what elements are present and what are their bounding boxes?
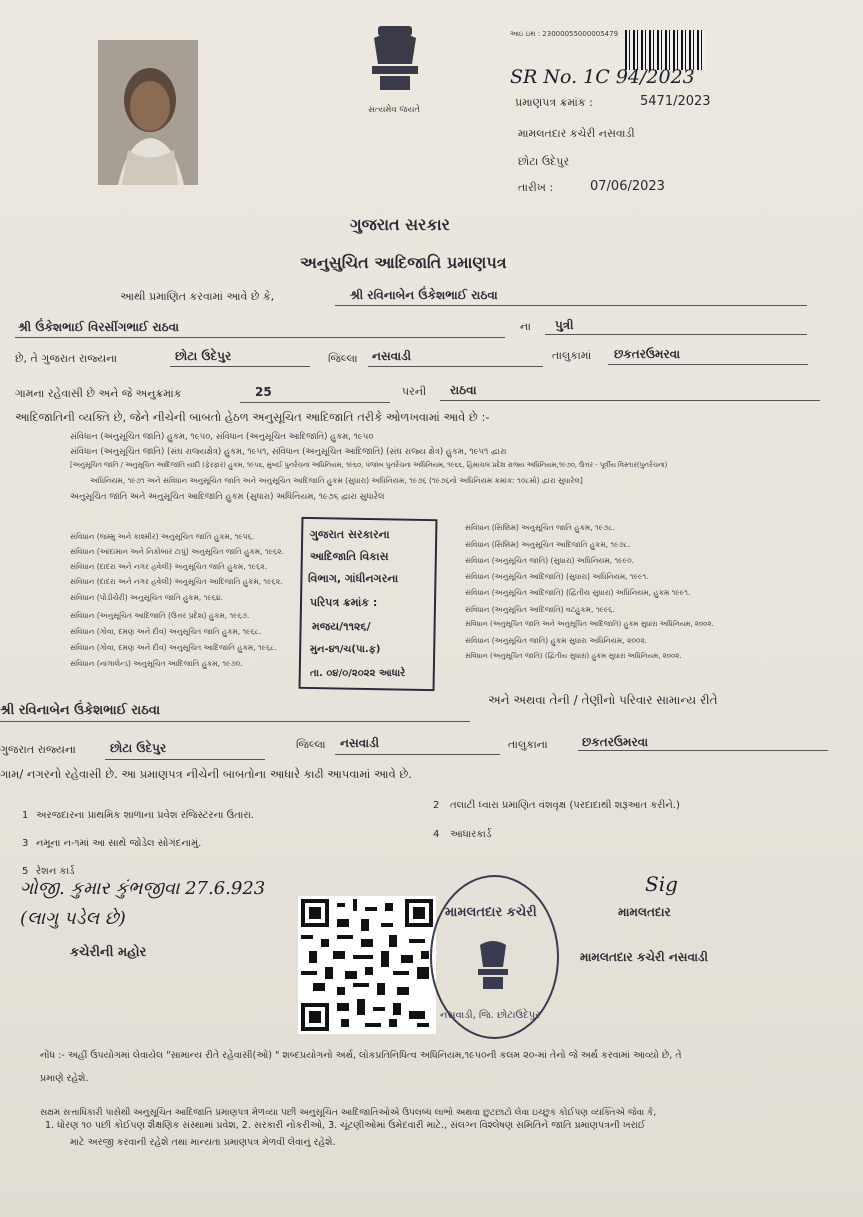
official-title: મામલતદાર: [618, 905, 671, 919]
doc-4-text: આધારકાર્ડ: [450, 829, 492, 840]
order-left-3: સંવિધાન (દાદરા અને નગર હવેલી) અનુસૂચિત જાતિ હુકમ, ૧૯૬૨.: [70, 562, 268, 571]
seal-emblem: [468, 935, 518, 995]
handwritten-note-1: ગોજી. કુમાર કુંભજીવા 27.6.923: [20, 878, 266, 899]
doc-2-no: 2: [433, 800, 440, 811]
order-left-6: સંવિધાન (અનુસૂચિત આદિજાતિ (ઉત્તર પ્રદેશ) હુકમ, ૧૯૬૭.: [70, 611, 250, 620]
footer-note-2: પ્રમાણે રહેશે.: [40, 1073, 89, 1084]
taluka-label: તાલુકામાં: [552, 349, 592, 362]
office-name: મામલતદાર કચેરી નસવાડી: [580, 950, 708, 964]
emblem-motto: સત્યમેવ જયતે: [368, 105, 421, 115]
order-right-7: સંવિધાન (અનુસૂચિત જાતિ અને અનુસૂચિત આદિજાતિ) હુકમ સુધારા અધિનિયમ, ૨૦૦૨.: [465, 620, 714, 628]
village-value: છકતરઉમરવા: [614, 347, 681, 361]
order-top-2: સંવિધાન (અનુસૂચિત જાતિ) (સંઘ રાજ્યક્ષેત્ર) હુકમ, ૧૯૫૧, સંવિધાન (અનુસૂચિત આદિજાતિ) (સંઘ રાજ્ય ક્ષેત્ર) હુકમ, ૧૯૫૧ દ્વારા: [70, 447, 507, 457]
order-left-8: સંવિધાન (ગોવા, દમણ અને દીવ) અનુસૂચિત આદિજાતિ હુકમ, ૧૯૬૮.: [70, 643, 277, 652]
family-taluka: નસવાડી: [340, 736, 380, 750]
doc-3-no: 3: [22, 838, 29, 849]
father-name: શ્રી ઉંકેશભાઈ વિરસીંગભાઈ રાઠવા: [18, 320, 179, 334]
taluka-value: નસવાડી: [372, 349, 412, 363]
district-value: છોટા ઉદેપુર: [175, 349, 232, 363]
state-emblem: [360, 20, 430, 100]
certificate-no: 5471/2023: [640, 94, 711, 109]
order-left-5: સંવિધાન (પોંડીચેરી) અનુસૂચિત જાતિ હુકમ, ૧૯૬૪.: [70, 593, 224, 602]
applicant-photo: [98, 40, 198, 185]
doc-1-no: 1: [22, 810, 29, 821]
stamp-line-2: આદિજાતિ વિકાસ: [310, 550, 389, 563]
resident-label: ગામના રહેવાસી છે અને જે અનુક્રમાંક: [15, 387, 182, 400]
doc-5-no: 5: [22, 866, 29, 877]
order-top-4: અધિનિયમ, ૧૯૭૧ અને સંવિધાન અનુસૂચિત જાતિ અને અનુસૂચિત આદિજાતિ હુકમ (સુધારા) અધિનિયમ, ૧૯૭૬ (૧૯૭૬નો અધિનિયમ ક્રમાંક: ૧૦૮મો) દ્વારા સુધારેલ]: [90, 476, 583, 485]
order-right-5: સંવિધાન (અનુસૂચિત આદિજાતિ) (દ્વિતીય સુધારા) અધિનિયમ, હુકમ ૧૯૯૧.: [465, 588, 691, 597]
stamp-line-5: મજય/૧૧૨૬/: [312, 620, 371, 633]
stamp-line-3: વિભાગ, ગાંધીનગરના: [308, 572, 399, 585]
government-name: ગુજરાત સરકાર: [350, 215, 450, 234]
serial-no: 25: [255, 385, 272, 399]
order-top-5: અનુસૂચિત જાતિ અને અનુસૂચિત આદિજાતિ હુકમ (સુધારા) અધિનિયમ, ૧૯૭૬ દ્વારા સુધારેલ: [70, 492, 385, 502]
issuing-district: છોટા ઉદેપુર: [518, 155, 570, 168]
handwritten-sr-no: SR No. 1C 94/2023: [510, 66, 695, 88]
family-district: છોટા ઉદેપુર: [110, 741, 167, 755]
date-label: તારીખ :: [518, 181, 554, 194]
certify-line: આથી પ્રમાણિત કરવામાં આવે છે કે,: [120, 290, 275, 303]
family-text: અને અથવા તેની / તેણીનો પરિવાર સામાન્ય રીતે: [488, 693, 718, 707]
order-right-9: સંવિધાન (અનુસૂચિત જાતિ) (દ્વિતીય સુધારા) હુકમ સુધારા અધિનિયમ, ૨૦૦૨.: [465, 652, 682, 660]
of-label: પરની: [402, 385, 427, 398]
doc-4-no: 4: [433, 829, 440, 840]
recognised-line: આદિજાતિની વ્યક્તિ છે, જેને નીચેની બાબતો હેઠળ અનુસૂચિત આદિજાતિ તરીકે ઓળખવામાં આવે છે :-: [15, 410, 490, 424]
family-holder-name: શ્રી રવિનાબેન ઉંકેશભાઈ રાઠવા: [0, 703, 161, 718]
family-district-label: જિલ્લા: [296, 738, 326, 751]
order-left-9: સંવિધાન (નાગાલેન્ડ) અનુસૂચિત આદિજાતિ હુકમ, ૧૯૭૦.: [70, 659, 243, 668]
footer-para-1: સક્ષમ સત્તાધિકારી પાસેથી અનુસૂચિત આદિજાતિ પ્રમાણપત્ર મેળવ્યા પછી અનુસૂચિત આદિજાતિઓએ ઉપલબ્ધ લાભો અથવા છુટછાટો લેવા ઇચ્છુક કોઈપણ વ્યક્તિએ જેવા કે,: [40, 1108, 657, 1118]
certificate-no-label: પ્રમાણપત્ર ક્રમાંક :: [515, 96, 593, 109]
family-village: છકતરઉમરવા: [582, 735, 649, 749]
stamp-line-6: મુન-૪૧/ચ(પા.ફ): [310, 644, 381, 655]
footer-para-3: માટે અરજી કરવાની રહેશે તથા માન્યતા પ્રમાણપત્ર મેળવી લેવાનું રહેશે.: [70, 1137, 336, 1148]
certificate-title: અનુસુચિત આદિજાતિ પ્રમાણપત્ર: [300, 253, 507, 272]
relation: પુત્રી: [555, 318, 574, 332]
tribe-value: રાઠવા: [450, 383, 477, 397]
family-state-label: ગુજરાત રાજ્યના: [0, 743, 76, 756]
doc-5-text: રેશન કાર્ડ: [36, 866, 75, 877]
holder-name: શ્રી રવિનાબેન ઉંકેશભાઈ રાઠવા: [350, 288, 498, 302]
stamp-line-4: પરિપત્ર ક્રમાંક :: [310, 596, 378, 609]
basis-line: ગામ/ નગરનો રહેવાસી છે. આ પ્રમાણપત્ર નીચેની બાબતોના આધારે કાઢી આપવામાં આવે છે.: [0, 767, 412, 781]
district-label: જિલ્લા: [328, 352, 358, 365]
round-seal-top: મામલતદાર કચેરી: [445, 905, 537, 920]
signature: Sig: [645, 872, 678, 896]
order-right-3: સંવિધાન (અનુસૂચિત જાતિ) (સુધારા) અધિનિયમ, ૧૯૯૦.: [465, 556, 634, 565]
order-right-6: સંવિધાન (અનુસૂચિત આદિજાતિ) વટહુકમ, ૧૯૯૬.: [465, 605, 615, 614]
qr-code: [298, 896, 436, 1034]
order-left-7: સંવિધાન (ગોવા, દમણ અને દીવ) અનુસૂચિત જાતિ હુકમ, ૧૯૬૮.: [70, 627, 262, 636]
order-right-2: સંવિધાન (સિક્કિમ) અનુસૂચિત આદિજાતિ હુકમ, ૧૯૭૮.: [465, 540, 631, 549]
stamp-line-7: તા. ૦૪/૦/૨૦૨૨ આધારે: [310, 668, 406, 679]
stamp-line-1: ગુજરાત સરકારના: [310, 528, 390, 541]
doc-1-text: અરજદારના પ્રાથમિક શાળાના પ્રવેશ રજિસ્ટરના ઉતારા.: [36, 810, 255, 821]
barcode-label: આઇ ઇથ : 23000055000005479: [510, 30, 619, 38]
issue-date: 07/06/2023: [590, 179, 665, 194]
doc-3-text: નમૂના ન-૧માં આ સાથે જોડેલ સોગંદનામું.: [36, 838, 202, 849]
footer-note: નોંધ :- અહીં ઉપયોગમાં લેવાયેલ "સામાન્ય રીતે રહેવાસી(ઓ) " શબ્દપ્રયોગનો અર્થ, લોકપ્રતિનિધિત્વ અધિનિયમ,૧૯૫૦ની કલમ ૨૦-માં તેનો જે અર્થ કરવામાં આવ્યો છે, તે: [40, 1050, 682, 1061]
barcode: [625, 30, 705, 70]
doc-2-text: તલાટી ધ્વારા પ્રમાણિત વંશવૃક્ષ (પરદાદાથી શરૂઆત કરીને.): [450, 800, 680, 811]
handwritten-note-2: (લાગુ પડેલ છે): [20, 908, 126, 929]
order-left-2: સંવિધાન (આંદામાન અને નિકોબાર ટાપુ) અનુસૂચિત જાતિ હુકમ, ૧૯૬૨.: [70, 547, 284, 556]
order-left-4: સંવિધાન (દાદરા અને નગર હવેલી) અનુસૂચિત આદિજાતિ હુકમ, ૧૯૬૨.: [70, 577, 283, 586]
footer-para-2: 1. ધોરણ ૧૦ પછી કોઈપણ શૈક્ષણિક સંસ્થામાં પ્રવેશ, 2. સરકારી નોકરીઓ, 3. ચૂંટણીઓમાં ઉમેદવારી માટે., સંલગ્ન વિશ્લેષણ સમિતિને જાતિ પ્રમાણપત્રની ખરાઈ: [45, 1120, 646, 1131]
order-top-3: [અનુસૂચિત જાતિ / અનુસૂચિત આદિજાતિ યાદી (ફેરફાર) હુકમ, ૧૯૫૬, મુંબઈ પુનર્રચના અધિનિયમ, ૧૯૬૦, પંજાબ પુનર્રચના અધિનિયમ, ૧૯૬૬, હિમાચલ પ્રદેશ રાજ્ય અધિનિયમ,૧૯૭૦, ઉત્તર - પૂર્વીય વિસ્તાર(પુનર્રચના): [70, 461, 668, 469]
na-label: ના: [520, 320, 531, 333]
office-seal-label: કચેરીની મહોર: [70, 945, 147, 960]
order-right-8: સંવિધાન (અનુસૂચિત જાતિ) હુકમ સુધારા અધિનિયમ, ૨૦૦૨.: [465, 636, 648, 645]
round-seal-bottom: નસવાડી, જિ. છોટાઉદેપુર: [440, 1010, 541, 1021]
family-taluka-label: તાલુકાના: [508, 738, 548, 751]
order-left-1: સંવિધાન (જમ્મુ અને કાશ્મીર) અનુસૂચિત જાતિ હુકમ, ૧૯૫૬.: [70, 532, 255, 541]
order-right-4: સંવિધાન (અનુસૂચિત આદિજાતિ) (સુધારા) અધિનિયમ, ૧૯૯૧.: [465, 572, 649, 581]
order-top-1: સંવિધાન (અનુસૂચિત જાતિ) હુકમ, ૧૯૫૦, સંવિધાન (અનુસૂચિત આદિજાતિ) હુકમ, ૧૯૫૦: [70, 432, 374, 442]
order-right-1: સંવિધાન (સિક્કિમ) અનુસૂચિત જાતિ હુકમ, ૧૯૭૮.: [465, 523, 615, 532]
state-label: છે, તે ગુજરાત રાજ્યના: [15, 352, 118, 365]
issuing-office: મામલતદાર કચેરી નસવાડી: [518, 127, 635, 140]
